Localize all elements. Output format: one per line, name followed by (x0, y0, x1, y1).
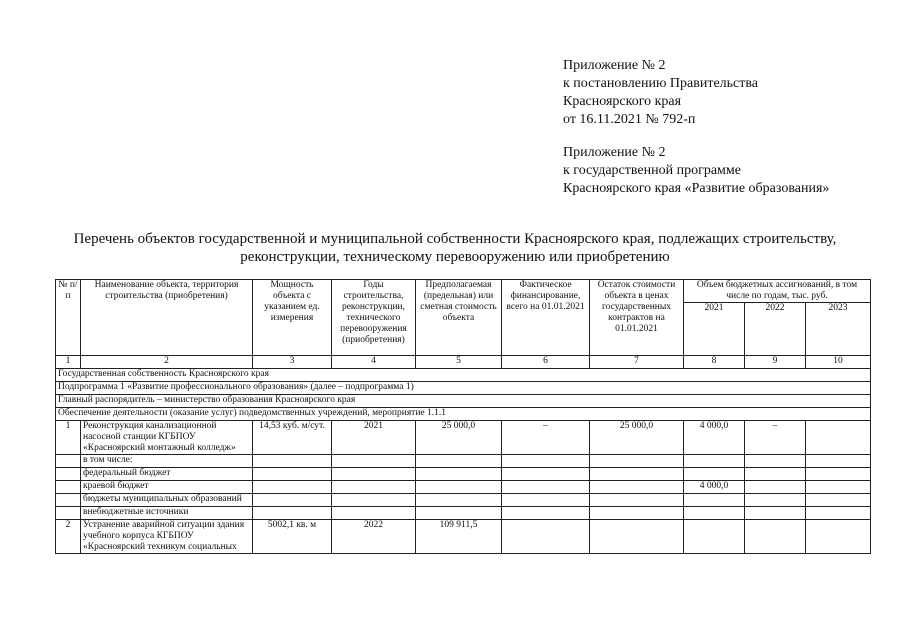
funding-source-2021 (684, 494, 745, 507)
funding-source-label: бюджеты муниципальных образований (81, 494, 253, 507)
column-number: 1 (56, 356, 81, 369)
object-budget-2022: – (745, 421, 806, 455)
funding-source-label: в том числе: (81, 455, 253, 468)
column-number: 3 (253, 356, 332, 369)
object-name: Реконструкция канализационной насосной станции КГБПОУ «Красноярский монтажный колледж» (81, 421, 253, 455)
column-number: 4 (332, 356, 416, 369)
header-estimated-cost: Предполагаемая (предельная) или сметная стоимость объекта (416, 280, 502, 356)
table-row-funding-source (56, 507, 871, 520)
header-years: Годы строительства, реконструкции, технического перевооружения (приобретения) (332, 280, 416, 356)
object-years: 2021 (332, 421, 416, 455)
document-title (40, 230, 870, 266)
header-year-2023: 2023 (806, 303, 871, 356)
funding-source-2021 (684, 468, 745, 481)
header-name: Наименование объекта, территория строительства (приобретения) (81, 280, 253, 356)
appendix-line: Красноярского края «Развитие образования» (563, 181, 830, 196)
funding-source-label: краевой бюджет (81, 481, 253, 494)
column-number-row (56, 356, 871, 369)
object-years: 2022 (332, 520, 416, 554)
object-estimated-cost: 25 000,0 (416, 421, 502, 455)
section-row: Главный распорядитель – министерство образования Красноярского края (56, 395, 871, 408)
object-remaining-cost: 25 000,0 (590, 421, 684, 455)
header-num: № п/п (56, 280, 81, 356)
table-row-funding-source (56, 494, 871, 507)
document-title-line: реконструкции, техническому перевооружению или приобретению (240, 249, 670, 265)
appendix-block-program (563, 144, 829, 198)
object-capacity: 14,53 куб. м/сут. (253, 421, 332, 455)
object-budget-2021: 4 000,0 (684, 421, 745, 455)
table-row-funding-source (56, 455, 871, 468)
object-budget-2023 (806, 421, 871, 455)
funding-source-label: федеральный бюджет (81, 468, 253, 481)
objects-table (55, 279, 871, 554)
appendix-line: Красноярского края (563, 94, 682, 109)
column-number: 9 (745, 356, 806, 369)
column-number: 5 (416, 356, 502, 369)
header-budget: Объем бюджетных ассигнований, в том числе по годам, тыс. руб. (684, 280, 871, 303)
table-row-object-2 (56, 520, 871, 554)
header-year-2022: 2022 (745, 303, 806, 356)
header-capacity: Мощность объекта с указанием ед. измерения (253, 280, 332, 356)
document-title-line: Перечень объектов государственной и муниципальной собственности Красноярского края, подлежащих строительству, (73, 231, 837, 247)
header-actual-funding: Фактическое финансирование, всего на 01.01.2021 (502, 280, 590, 356)
appendix-block-resolution (563, 57, 758, 129)
column-number: 7 (590, 356, 684, 369)
object-actual-funding: – (502, 421, 590, 455)
table-row-object-1 (56, 421, 871, 455)
appendix-line: к государственной программе (563, 163, 741, 178)
appendix-line: к постановлению Правительства (563, 76, 759, 91)
column-number: 10 (806, 356, 871, 369)
column-number: 6 (502, 356, 590, 369)
object-capacity: 5002,1 кв. м (253, 520, 332, 554)
section-row: Обеспечение деятельности (оказание услуг) подведомственных учреждений, мероприятие 1.1.1 (56, 408, 871, 421)
table-row-funding-source (56, 468, 871, 481)
column-number: 2 (81, 356, 253, 369)
header-remaining-cost: Остаток стоимости объекта в ценах государственных контрактов на 01.01.2021 (590, 280, 684, 356)
section-row: Подпрограмма 1 «Развитие профессионального образования» (далее – подпрограмма 1) (56, 382, 871, 395)
table-row-funding-source (56, 481, 871, 494)
funding-source-2021 (684, 507, 745, 520)
appendix-line: от 16.11.2021 № 792-п (563, 112, 696, 127)
object-num: 2 (56, 520, 81, 554)
objects-table-container (55, 279, 870, 554)
object-estimated-cost: 109 911,5 (416, 520, 502, 554)
header-year-2021: 2021 (684, 303, 745, 356)
section-row: Государственная собственность Красноярского края (56, 369, 871, 382)
object-name: Устранение аварийной ситуации здания учебного корпуса КГБПОУ «Красноярский техникум социальных (81, 520, 253, 554)
appendix-line: Приложение № 2 (563, 145, 666, 160)
funding-source-label: внебюджетные источники (81, 507, 253, 520)
funding-source-2021 (684, 455, 745, 468)
appendix-line: Приложение № 2 (563, 58, 666, 73)
object-num: 1 (56, 421, 81, 455)
column-number: 8 (684, 356, 745, 369)
funding-source-2021: 4 000,0 (684, 481, 745, 494)
